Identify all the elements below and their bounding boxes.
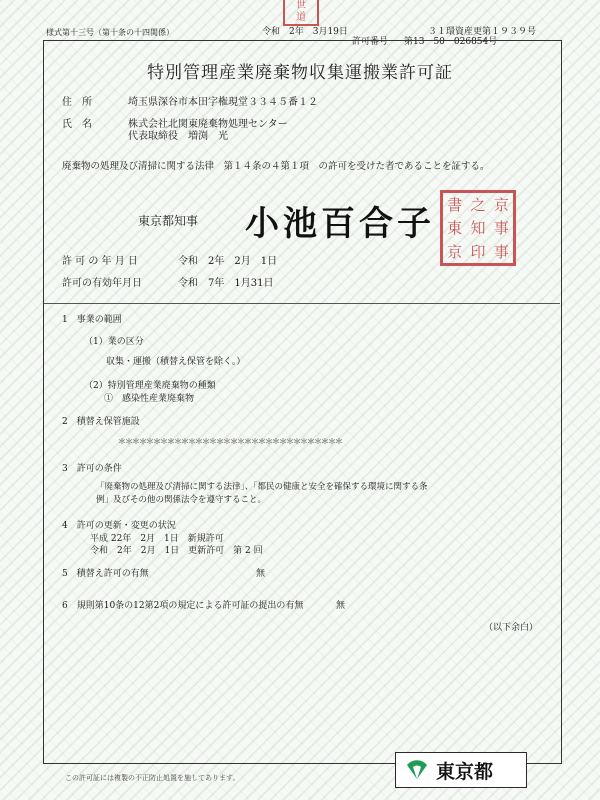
certification-statement: 廃棄物の処理及び清掃に関する法律 第１４条の４第１項 の許可を受けた者であることを証する。 [62, 161, 490, 172]
end-note: （以下余白） [484, 623, 539, 633]
representative: 代表取締役 増渕 光 [128, 131, 228, 142]
seal-char: 之 [470, 196, 486, 215]
section-6-value: 無 [336, 601, 346, 611]
anti-copy-note: この許可証には複製の不正防止処置を施してあります。 [65, 774, 240, 782]
section-1-sub2: （2）特別管理産業廃棄物の種類 [84, 381, 216, 391]
tokyo-logo [395, 752, 527, 788]
expiry-date-label: 許可の有効年月日 [62, 278, 142, 289]
section-3-line2: 例」及びその他の関係法令を遵守すること。 [96, 495, 267, 505]
section-1-title: 1 事業の範囲 [62, 315, 122, 325]
section-4-line2: 令和 2年 2月 1日 更新許可 第 2 回 [90, 546, 263, 556]
section-5-title: 5 積替え許可の有無 [62, 569, 149, 579]
date-seal-char: 世 [296, 0, 306, 11]
permit-number: 第13－50－026854号 [404, 37, 498, 47]
seal-char: 京 [447, 242, 463, 261]
section-2-title: 2 積替え保管施設 [62, 417, 140, 427]
seal-char: 事 [493, 242, 509, 261]
tokyo-logo-text: 東京都 [436, 760, 494, 783]
permit-date-label: 許 可 の 年 月 日 [62, 256, 138, 267]
name-label: 氏 名 [62, 119, 92, 130]
seal-char: 書 [447, 196, 463, 215]
seal-char: 知 [470, 219, 486, 238]
seal-char: 東 [447, 219, 463, 238]
section-3-title: 3 許可の条件 [62, 464, 122, 474]
governor-signature: 小池百合子 [245, 204, 435, 244]
section-1-sub1: （1）業の区分 [84, 337, 144, 347]
section-3-line1: 「廃棄物の処理及び清掃に関する法律」、「都民の健康と安全を確保する環境に関する条 [96, 482, 428, 492]
date-seal-char: 道 [296, 12, 306, 23]
reference-number: ３１環資産更第１９３９号 [428, 27, 537, 37]
section-2-value: ＊＊＊＊＊＊＊＊＊＊＊＊＊＊＊＊＊＊＊＊＊＊＊＊＊＊＊＊＊＊＊＊ [118, 437, 342, 446]
address-value: 埼玉県深谷市本田字権現堂３３４５番１２ [128, 97, 318, 108]
expiry-date-value: 令和 7年 1月31日 [178, 278, 274, 289]
section-6-title: 6 規則第10条の12第2項の規定による許可証の提出の有無 [62, 601, 304, 611]
governor-title: 東京都知事 [138, 214, 199, 228]
form-number: 様式第十三号（第十条の十四関係） [46, 28, 174, 37]
address-label: 住 所 [62, 97, 92, 108]
section-4-line1: 平成 22年 2月 1日 新規許可 [90, 534, 224, 544]
seal-char: 印 [470, 242, 486, 261]
tokyo-ginkgo-icon [404, 757, 430, 783]
section-1-sub1-value: 収集・運搬（積替え保管を除く。） [106, 357, 246, 367]
document-title: 特別管理産業廃棄物収集運搬業許可証 [147, 63, 453, 83]
permit-number-label: 許可番号 [352, 37, 389, 47]
section-4-title: 4 許可の更新・変更の状況 [62, 521, 176, 531]
seal-char: 事 [493, 219, 509, 238]
section-1-sub2-value: ① 感染性産業廃棄物 [104, 394, 195, 404]
section-5-value: 無 [256, 569, 266, 579]
official-seal [440, 190, 516, 266]
permit-date-value: 令和 2年 2月 1日 [178, 256, 278, 267]
section-divider [44, 303, 560, 304]
company-name: 株式会社北関東廃棄物処理センター [128, 119, 288, 130]
issue-date: 令和 2年 3月19日 [262, 27, 348, 37]
seal-char: 京 [493, 196, 509, 215]
date-seal [283, 0, 319, 26]
